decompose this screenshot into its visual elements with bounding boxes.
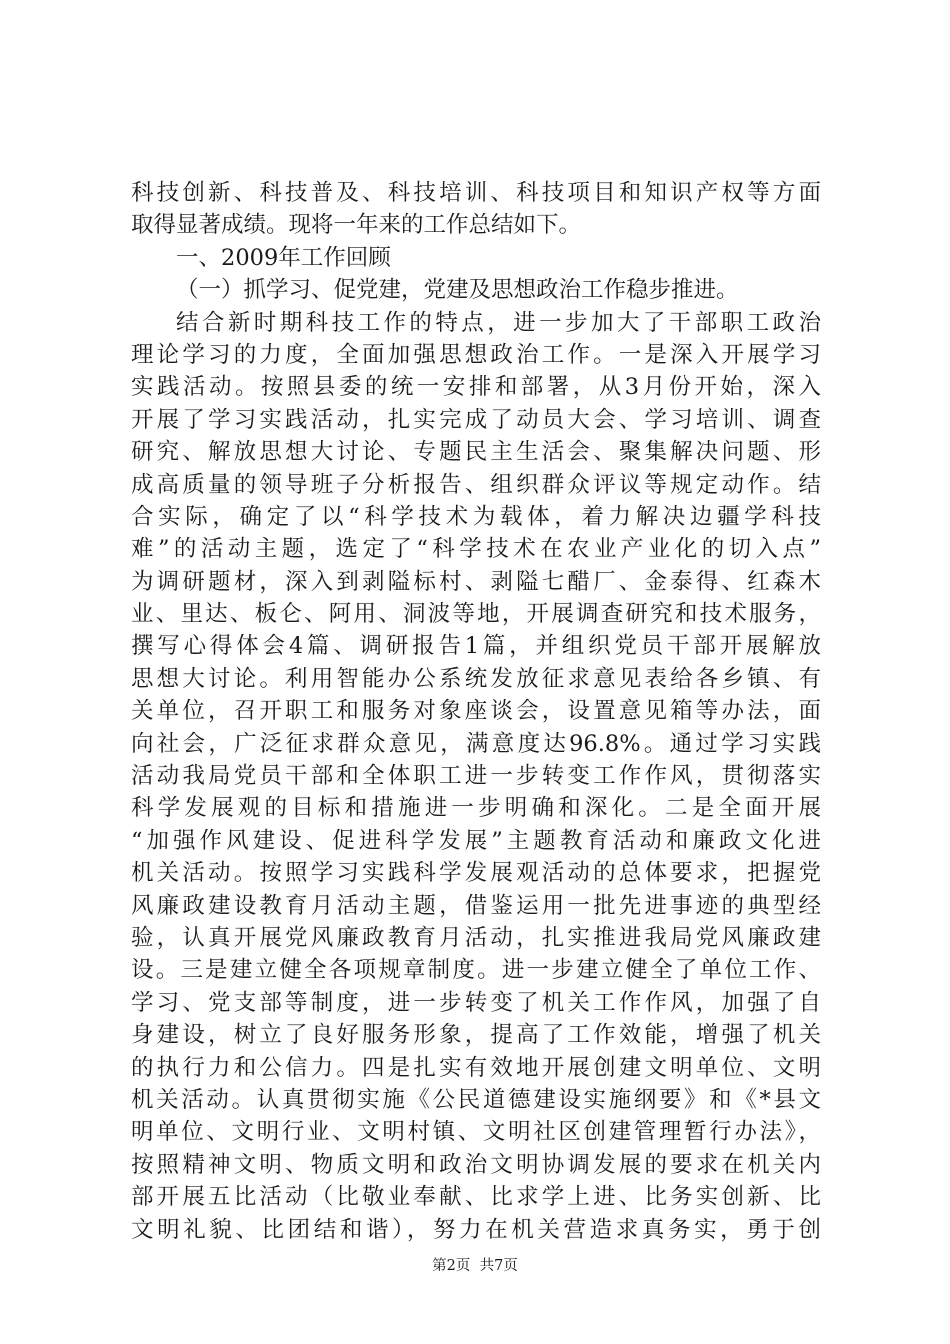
text-line: 取得显著成绩。现将一年来的工作总结如下。 <box>131 212 582 239</box>
page-number: 第2页 共7页 <box>432 1258 518 1274</box>
document-body <box>0 177 950 1246</box>
text-line: 合实际，确定了以“科学技术为载体，着力解决边疆学科技 <box>131 503 821 530</box>
text-line: “加强作风建设、促进科学发展”主题教育活动和廉政文化进 <box>131 827 821 854</box>
text-line: 的执行力和公信力。四是扎实有效地开展创建文明单位、文明 <box>131 1054 821 1081</box>
text-line: 难”的活动主题，选定了“科学技术在农业产业化的切入点” <box>131 536 821 563</box>
text-line: 开展了学习实践活动，扎实完成了动员大会、学习培训、调查 <box>131 406 821 433</box>
text-line: 成高质量的领导班子分析报告、组织群众评议等规定动作。结 <box>131 471 821 498</box>
text-line: 设。三是建立健全各项规章制度。进一步建立健全了单位工作、 <box>131 957 821 984</box>
text-line: 机关活动。认真贯彻实施《公民道德建设实施纲要》和《*县文 <box>131 1086 821 1113</box>
text-line: 活动我局党员干部和全体职工进一步转变工作作风，贯彻落实 <box>131 763 821 790</box>
text-line: 部开展五比活动（比敬业奉献、比求学上进、比务实创新、比 <box>131 1184 821 1211</box>
text-line: 风廉政建设教育月活动主题，借鉴运用一批先进事迹的典型经 <box>131 892 821 919</box>
text-line: 机关活动。按照学习实践科学发展观活动的总体要求，把握党 <box>131 860 821 887</box>
text-line: 研究、解放思想大讨论、专题民主生活会、聚集解决问题、形 <box>131 439 821 466</box>
text-line: 科学发展观的目标和措施进一步明确和深化。二是全面开展 <box>131 795 821 822</box>
text-line: （一）抓学习、促党建，党建及思想政治工作稳步推进。 <box>176 277 739 304</box>
text-line: 科技创新、科技普及、科技培训、科技项目和知识产权等方面 <box>131 180 821 206</box>
text-line: 一、2009年工作回顾 <box>176 244 391 271</box>
text-line: 为调研题材，深入到剥隘标村、剥隘七醋厂、金泰得、红森木 <box>131 568 821 595</box>
text-line: 文明礼貌、比团结和谐），努力在机关营造求真务实，勇于创 <box>131 1216 821 1243</box>
text-line: 向社会，广泛征求群众意见，满意度达96.8%。通过学习实践 <box>131 730 821 757</box>
text-line: 业、里达、板仑、阿用、洞波等地，开展调查研究和技术服务， <box>131 601 821 628</box>
text-line: 关单位，召开职工和服务对象座谈会，设置意见箱等办法，面 <box>131 698 821 725</box>
text-line: 按照精神文明、物质文明和政治文明协调发展的要求在机关内 <box>131 1151 821 1178</box>
text-line: 验，认真开展党风廉政教育月活动，扎实推进我局党风廉政建 <box>131 924 821 951</box>
page-footer <box>0 1256 950 1276</box>
text-line: 撰写心得体会4篇、调研报告1篇，并组织党员干部开展解放 <box>131 633 821 660</box>
text-line: 实践活动。按照县委的统一安排和部署，从3月份开始，深入 <box>131 374 821 401</box>
text-line: 学习、党支部等制度，进一步转变了机关工作作风，加强了自 <box>131 989 821 1016</box>
text-line: 明单位、文明行业、文明村镇、文明社区创建管理暂行办法》， <box>131 1119 821 1146</box>
text-line: 结合新时期科技工作的特点，进一步加大了干部职工政治 <box>176 309 821 336</box>
text-line: 身建设，树立了良好服务形象，提高了工作效能，增强了机关 <box>131 1022 821 1049</box>
text-line: 理论学习的力度，全面加强思想政治工作。一是深入开展学习 <box>131 341 821 368</box>
text-line: 思想大讨论。利用智能办公系统发放征求意见表给各乡镇、有 <box>131 665 821 692</box>
